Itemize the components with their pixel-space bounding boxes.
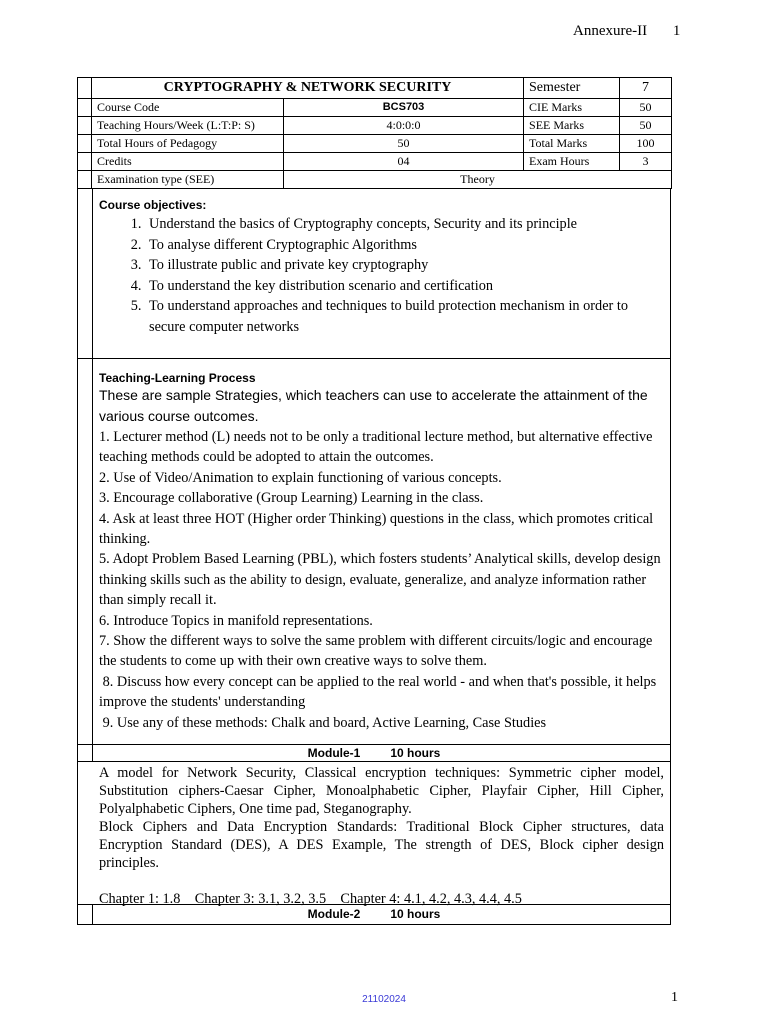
teaching-hours-row	[78, 117, 672, 135]
semester-label: Semester	[524, 78, 620, 99]
tlp-item: 8. Discuss how every concept can be applied to the real world - and when that's possible, it helps improve the students' understanding	[99, 673, 660, 711]
teaching-hours-label: Teaching Hours/Week (L:T:P: S)	[92, 117, 284, 135]
credits-label: Credits	[92, 153, 284, 171]
tlp-heading: Teaching-Learning Process	[99, 371, 256, 385]
module-1-header	[77, 744, 671, 762]
objective-item: 1. Understand the basics of Cryptography concepts, Security and its principle	[145, 214, 662, 235]
tlp-item: 5. Adopt Problem Based Learning (PBL), which fosters students’ Analytical skills, develop design thinking skills such as the ability to design, evaluate, generalize, and analyze information rather than simply recall it.	[99, 551, 661, 609]
tlp-intro: These are sample Strategies, which teachers can use to accelerate the attainment of the various course outcomes.	[99, 387, 648, 424]
objective-item: 2. To analyse different Cryptographic Algorithms	[145, 235, 662, 256]
module-1-name: Module-1	[307, 746, 361, 760]
tlp-item: 2. Use of Video/Animation to explain functioning of various concepts.	[99, 469, 502, 486]
objective-item: 5. To understand approaches and techniques to build protection mechanism in order to secure computer networks	[145, 296, 662, 337]
course-code-row	[78, 99, 672, 117]
header-page-number: 1	[672, 23, 681, 39]
module-1-paragraph-1: A model for Network Security, Classical encryption techniques: Symmetric cipher model, Substitution ciphers-Caesar Cipher, Monoalphabetic Cipher, Playfair Cipher, Hill Cipher, Polyalphabetic Ciphers, One time pad, Steganography.	[99, 765, 664, 817]
course-info-grid	[77, 77, 672, 189]
exam-hours-label: Exam Hours	[524, 153, 620, 171]
credits-value: 04	[284, 153, 524, 171]
course-code-value: BCS703	[284, 99, 524, 117]
exam-type-value: Theory	[284, 171, 672, 189]
page-header	[573, 23, 680, 40]
annexure-label: Annexure-II	[573, 23, 648, 39]
teaching-hours-value: 4:0:0:0	[284, 117, 524, 135]
course-info-table	[77, 77, 671, 189]
module-1-chapters: Chapter 1: 1.8 Chapter 3: 3.1, 3.2, 3.5 Chapter 4: 4.1, 4.2, 4.3, 4.4, 4.5	[99, 891, 522, 907]
see-marks-label: SEE Marks	[524, 117, 620, 135]
exam-type-row	[78, 171, 672, 189]
course-title: CRYPTOGRAPHY & NETWORK SECURITY	[92, 78, 524, 99]
tlp-item: 3. Encourage collaborative (Group Learning) Learning in the class.	[99, 490, 484, 507]
course-objectives-section	[77, 189, 671, 359]
tlp-item: 4. Ask at least three HOT (Higher order Thinking) questions in the class, which promotes critical thinking.	[99, 510, 654, 548]
exam-hours-value: 3	[620, 153, 672, 171]
total-marks-value: 100	[620, 135, 672, 153]
module-2-name: Module-2	[307, 907, 361, 921]
footer-page-number: 1	[671, 990, 678, 1005]
module-2-hours: 10 hours	[390, 907, 441, 921]
tlp-item: 1. Lecturer method (L) needs not to be only a traditional lecture method, but alternative effective teaching methods could be adopted to attain the outcomes.	[99, 429, 653, 466]
course-code-label: Course Code	[92, 99, 284, 117]
title-row	[78, 78, 672, 99]
tlp-item: 9. Use any of these methods: Chalk and board, Active Learning, Case Studies	[99, 714, 547, 731]
tlp-item: 6. Introduce Topics in manifold representations.	[99, 612, 373, 629]
see-marks-value: 50	[620, 117, 672, 135]
objective-item: 3. To illustrate public and private key cryptography	[145, 255, 662, 276]
pedagogy-hours-row	[78, 135, 672, 153]
cie-marks-value: 50	[620, 99, 672, 117]
credits-row	[78, 153, 672, 171]
tlp-item: 7. Show the different ways to solve the same problem with different circuits/logic and encourage the students to come up with their own creative ways to solve them.	[99, 633, 653, 670]
exam-type-label: Examination type (SEE)	[92, 171, 284, 189]
semester-value: 7	[620, 78, 672, 99]
objectives-heading: Course objectives:	[99, 198, 207, 212]
module-1-paragraph-2: Block Ciphers and Data Encryption Standards: Traditional Block Cipher structures, data Encryption Standard (DES), A DES Example, The strength of DES, Block cipher design principles.	[99, 819, 664, 871]
pedagogy-hours-value: 50	[284, 135, 524, 153]
module-1-hours: 10 hours	[390, 746, 441, 760]
module-2-header	[77, 904, 671, 925]
module-1-content	[77, 761, 671, 905]
tlp-list	[99, 427, 662, 733]
objective-item: 4. To understand the key distribution scenario and certification	[145, 276, 662, 297]
pedagogy-hours-label: Total Hours of Pedagogy	[92, 135, 284, 153]
total-marks-label: Total Marks	[524, 135, 620, 153]
footer-document-id: 21102024	[362, 994, 406, 1005]
cie-marks-label: CIE Marks	[524, 99, 620, 117]
objectives-list	[99, 214, 662, 337]
teaching-learning-section	[77, 358, 671, 745]
